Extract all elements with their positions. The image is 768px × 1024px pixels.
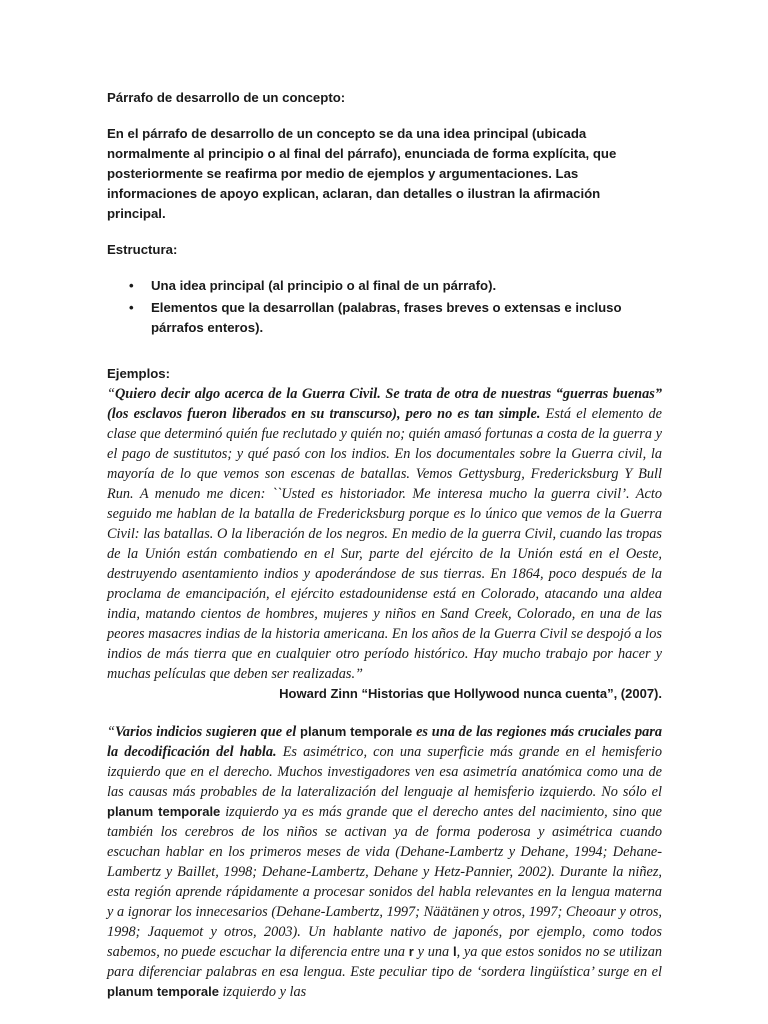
text-run: “ (107, 724, 115, 740)
section-title: Párrafo de desarrollo de un concepto: (107, 90, 346, 105)
text-run: planum temporale (107, 984, 219, 999)
bullet-icon: • (129, 300, 134, 315)
citation: Howard Zinn “Historias que Hollywood nunca cuenta”, (2007). (279, 686, 662, 701)
text-run: planum temporale (300, 724, 413, 739)
text-run: Varios indicios sugieren que el (114, 724, 301, 740)
bullet-icon: • (129, 278, 134, 293)
text-run: planum temporale (107, 804, 221, 819)
text-run: , ya que estos sonidos no se utilizan para diferenciar palabras en esa lengua. Este peculiar tipo de ‘sordera lingüística’ surge en el (107, 944, 662, 980)
text-run: izquierdo ya es más grande que el derecho antes del nacimiento, sino que también los cerebros de los niños se activan ya de forma poderosa y asimétrica cuando escuchan hablar en los primeros meses de vida (Dehane-Lambertz y Dehane, 1994; Dehane-Lambertz y Baillet, 1998; Dehane-Lambertz, Dehane y Hetz-Pannier, 2002). Durante la niñez, esta región aprende rápidamente a procesar sonidos del habla relevantes en la lengua materna y a ignorar los innecesarios (Dehane-Lambertz, 1997; Näätänen y otros, 1997; Cheoaur y otros, 1998; Jaquemot y otros, 2003). Un hablante nativo de japonés, por ejemplo, como todos sabemos, no puede escuchar la diferencia entre una (107, 804, 663, 960)
text-run: Es asimétrico, con una superficie más grande en el hemisferio izquierdo que en el derecho. Muchos investigadores ven esa asimetría anatómica como una de las causas más probables de la lateralización del lenguaje al hemisferio izquierdo. No sólo el (107, 744, 662, 800)
examples-heading: Ejemplos: (107, 366, 171, 381)
text-run: Está el elemento de clase que determinó quién fue reclutado y quién no; quién amasó fortunas a costa de la guerra y el pago de sustitutos; y qué pasó con los indios. En los documentales sobre la Guerra civil, la mayoría de lo que vemos son escenas de batallas. Vemos Gettysburg, Fredericksburg Y Bull Run. A menudo me dicen: ``Usted es historiador. Me interesa mucho la guerra civil’. Acto seguido me hablan de la batalla de Fredericksburg porque es lo único que vemos de la Guerra Civil: las batallas. O la liberación de los negros. En medio de la guerra Civil, cuando las tropas de la Unión están combatiendo en el Sur, parte del ejército de la Unión está en el Oeste, destruyendo asentamiento indios y apoderándose de sus tierras. En 1864, poco después de la proclama de emancipación, el ejército estadounidense está en Colorado, atacando una aldea india, matando cientos de hombres, mujeres y niños en Sand Creek, Colorado, en una de las peores masacres indias de la historia americana. En los años de la Guerra Civil se despojó a los indios de más tierra que en cualquier otro período histórico. Hay mucho trabajo por hacer y muchas películas que deben ser realizadas.” (107, 406, 662, 682)
intro-paragraph: En el párrafo de desarrollo de un concepto se da una idea principal (ubicada normalmente al principio o al final del párrafo), enunciada de forma explícita, que posteriormente se reafirma por medio de ejemplos y argumentaciones. Las informaciones de apoyo explican, aclaran, dan detalles o ilustran la afirmación principal. (107, 126, 617, 221)
list-item (107, 298, 662, 338)
text-run: Quiero decir algo acerca de la Guerra Civil. Se trata de otra de nuestras “guerras buenas” (los esclavos fueron liberados en su transcurso), pero no es tan simple. (107, 386, 662, 422)
list-item-text: Una idea principal (al principio o al final de un párrafo). (151, 278, 497, 293)
text-run: y una (413, 944, 453, 960)
list-item (107, 276, 662, 296)
text-run: “ (107, 386, 115, 402)
example-paragraph-2 (107, 722, 662, 1002)
text-run: izquierdo y las (218, 984, 307, 1000)
list-item-text: Elementos que la desarrollan (palabras, frases breves o extensas e incluso párrafos enteros). (151, 300, 622, 335)
text-run: r (408, 944, 414, 959)
text-run: l (452, 944, 457, 959)
text-run: es una de las regiones más cruciales para la decodificación del habla. (107, 724, 662, 760)
document-content (107, 88, 662, 1002)
example-paragraph-1 (107, 384, 662, 684)
structure-list (107, 276, 662, 338)
structure-heading: Estructura: (107, 242, 178, 257)
